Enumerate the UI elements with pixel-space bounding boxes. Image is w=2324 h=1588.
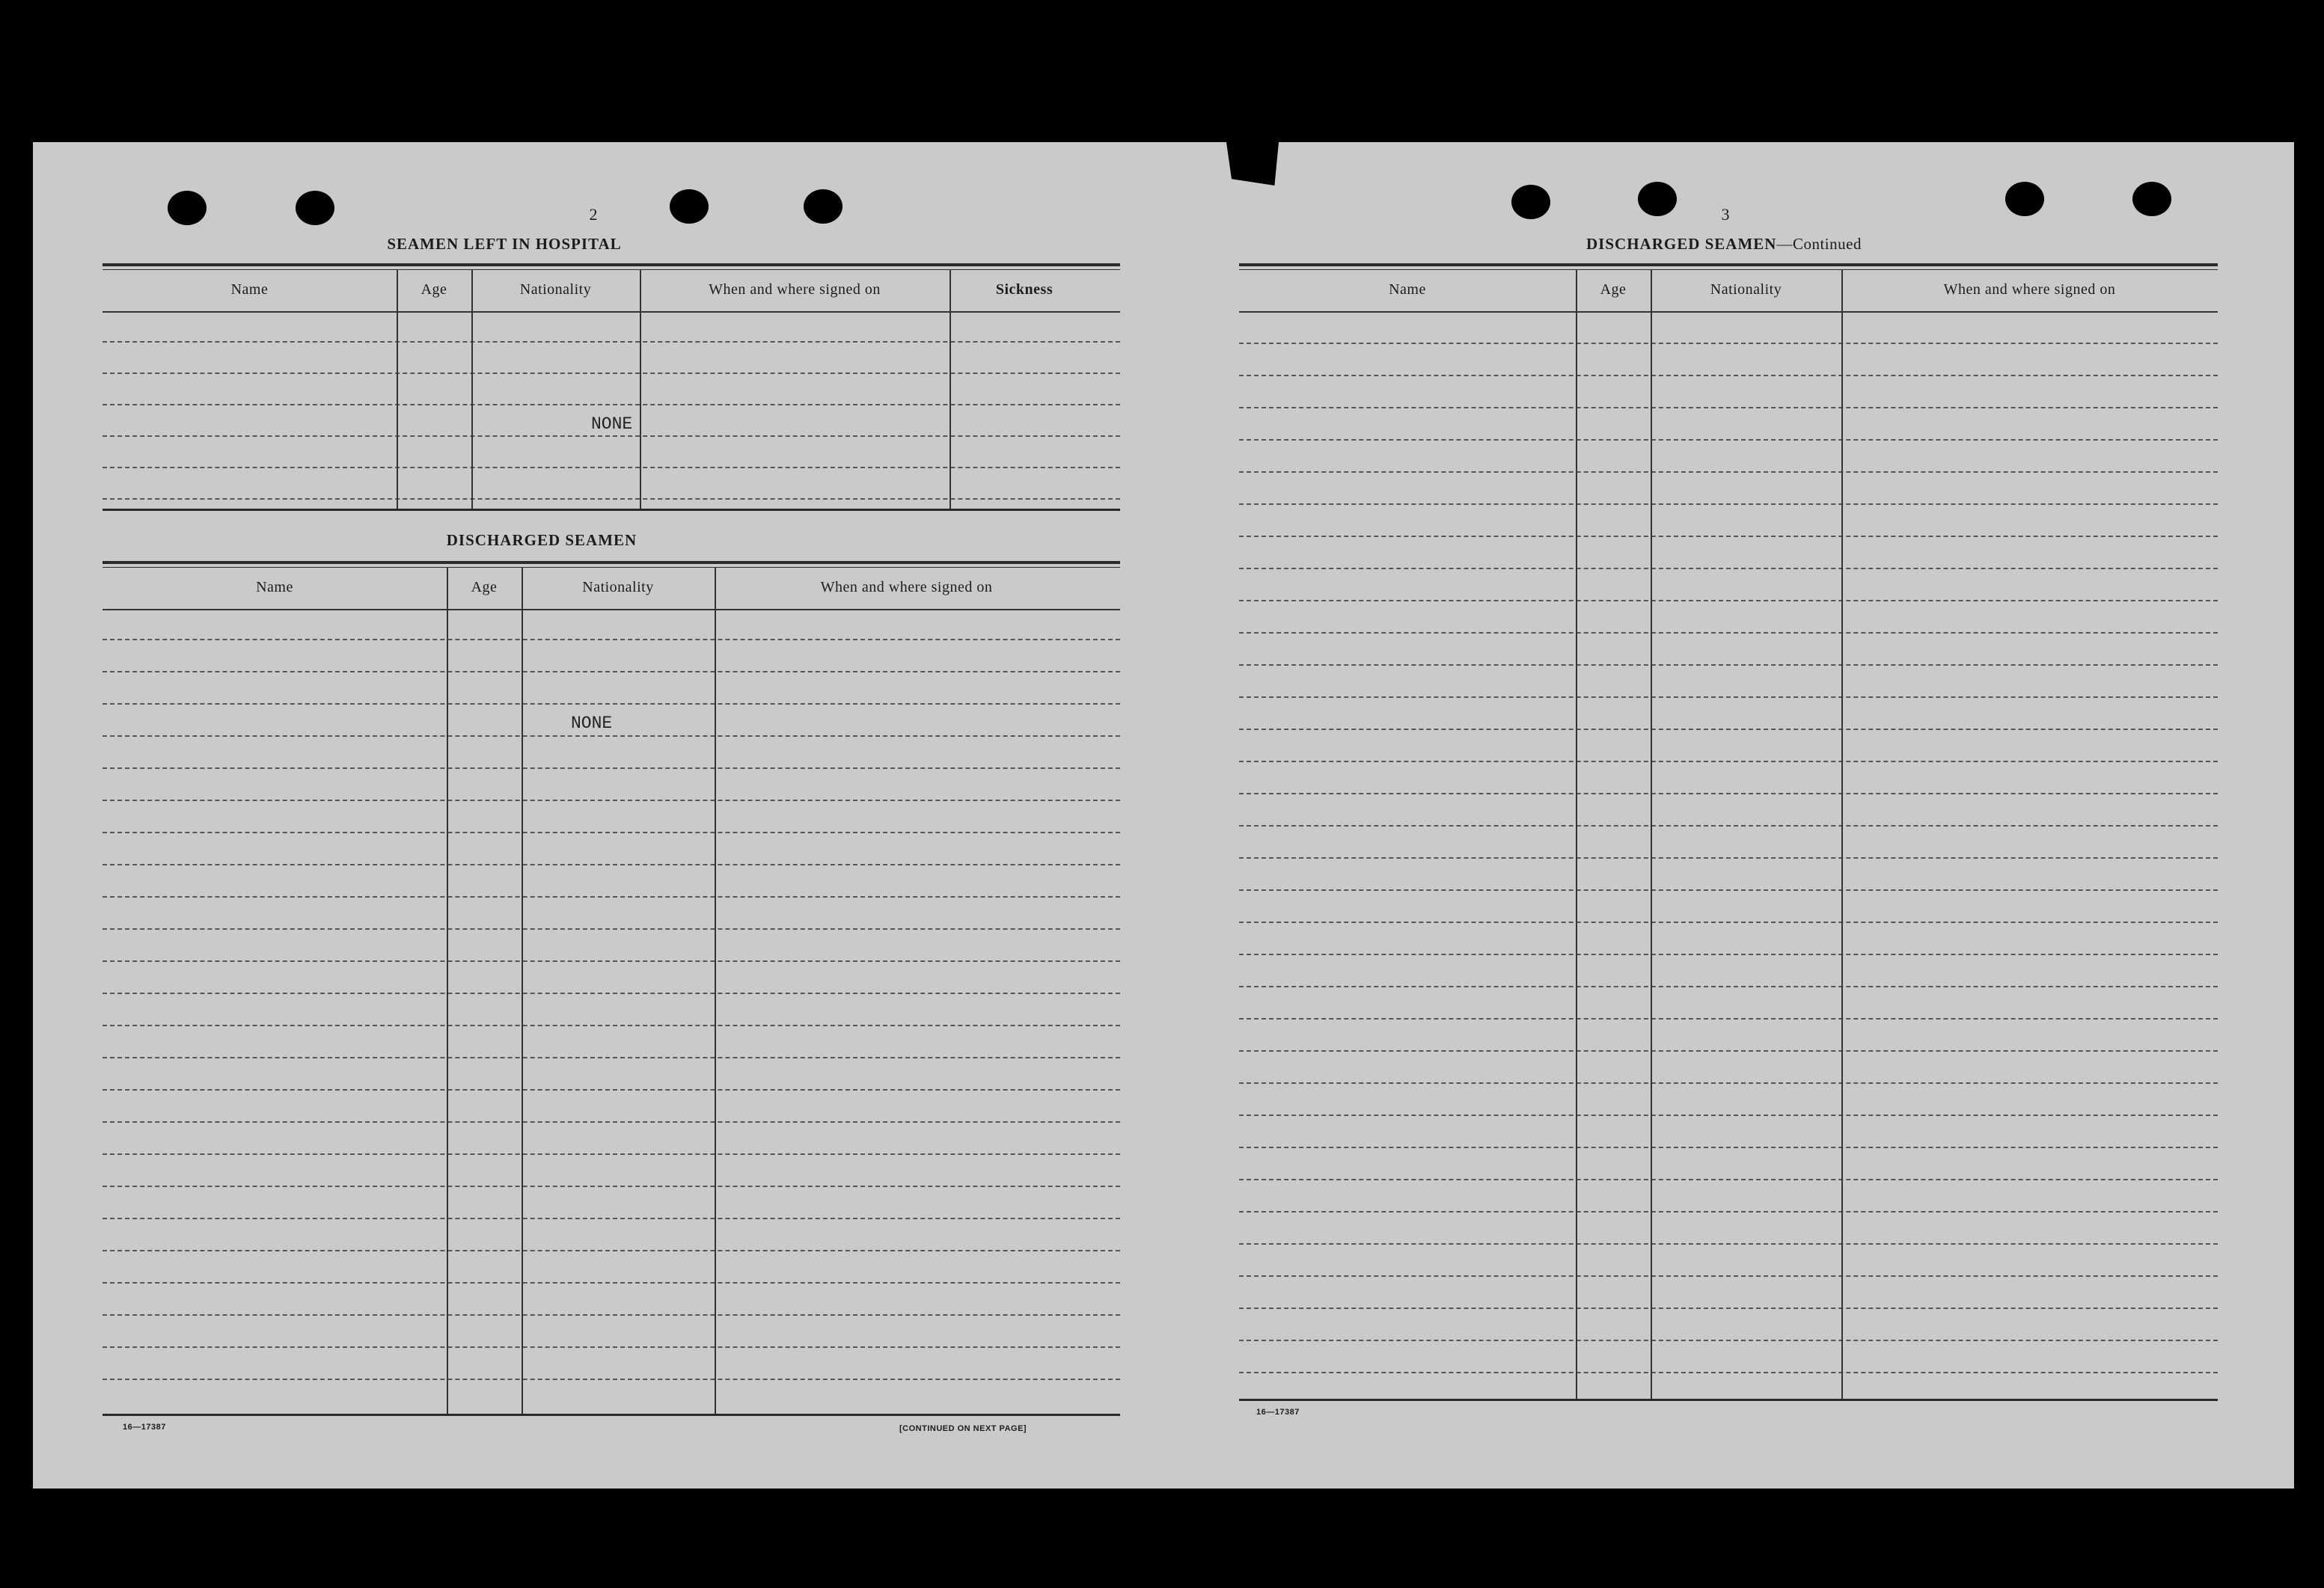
section-title-hospital: SEAMEN LEFT IN HOSPITAL xyxy=(387,235,622,253)
table-row xyxy=(103,1153,1120,1155)
table-row xyxy=(103,1025,1120,1026)
table-row xyxy=(103,1282,1120,1284)
binder-hole xyxy=(1638,182,1677,216)
table-bottom-rule xyxy=(1239,1399,2218,1401)
table-row xyxy=(1239,1372,2218,1373)
table-row xyxy=(1239,600,2218,601)
page-number: 3 xyxy=(1721,205,1730,224)
typed-entry: NONE xyxy=(571,714,613,733)
table-row xyxy=(1239,1211,2218,1213)
table-row xyxy=(103,1314,1120,1316)
table-row xyxy=(103,341,1120,343)
column-header-nationality: Nationality xyxy=(582,579,654,595)
table-row xyxy=(1239,1115,2218,1116)
table-row xyxy=(1239,857,2218,859)
table-header xyxy=(103,266,1120,313)
column-header-signed-on: When and where signed on xyxy=(1943,281,2116,298)
table-bottom-rule xyxy=(103,509,1120,511)
table-row xyxy=(1239,503,2218,505)
table-row xyxy=(1239,664,2218,666)
page-number: 2 xyxy=(589,205,598,224)
table-row xyxy=(1239,1082,2218,1084)
table-row xyxy=(1239,632,2218,634)
section-title-suffix: —Continued xyxy=(1776,235,1862,253)
binder-hole xyxy=(2132,182,2171,216)
binder-hole xyxy=(1511,185,1550,219)
binder-hole xyxy=(804,189,843,224)
table-row xyxy=(1239,954,2218,955)
table-row xyxy=(103,1379,1120,1380)
continued-note: [CONTINUED ON NEXT PAGE] xyxy=(899,1424,1027,1433)
column-header-age: Age xyxy=(1600,281,1627,298)
binder-hole xyxy=(168,191,207,225)
table-row xyxy=(103,864,1120,865)
table-row xyxy=(1239,439,2218,441)
table-row xyxy=(1239,536,2218,537)
table-row xyxy=(1239,696,2218,698)
table-row xyxy=(1239,729,2218,730)
table-row xyxy=(103,832,1120,833)
table-row xyxy=(103,498,1120,500)
binder-hole xyxy=(670,189,709,224)
section-title-text: DISCHARGED SEAMEN xyxy=(1586,235,1777,253)
hospital-table xyxy=(103,263,1120,513)
section-title-discharged: DISCHARGED SEAMEN xyxy=(446,531,637,549)
table-row xyxy=(1239,825,2218,827)
table-row xyxy=(103,404,1120,405)
column-header-name: Name xyxy=(230,281,269,298)
table-row xyxy=(103,993,1120,994)
table-row xyxy=(103,767,1120,769)
column-header-sickness: Sickness xyxy=(995,281,1054,298)
table-row xyxy=(103,1121,1120,1123)
table-row xyxy=(103,1346,1120,1348)
column-divider xyxy=(447,567,448,1415)
column-divider xyxy=(397,269,398,510)
form-number: 16—17387 xyxy=(123,1423,166,1432)
torn-notch xyxy=(1226,142,1279,186)
table-row xyxy=(1239,922,2218,923)
table-header xyxy=(1239,266,2218,313)
table-row xyxy=(1239,761,2218,762)
discharged-table-continued xyxy=(1239,263,2218,1403)
table-row xyxy=(1239,1275,2218,1277)
form-number: 16—17387 xyxy=(1256,1408,1300,1417)
column-header-nationality: Nationality xyxy=(519,281,592,298)
table-row xyxy=(1239,1179,2218,1180)
table-row xyxy=(103,800,1120,801)
table-row xyxy=(1239,1147,2218,1148)
section-title-discharged-continued xyxy=(1514,235,1933,254)
ledger-sheet xyxy=(33,142,2294,1489)
table-row xyxy=(103,1218,1120,1219)
column-header-nationality: Nationality xyxy=(1710,281,1782,298)
table-header xyxy=(103,564,1120,610)
column-divider xyxy=(522,567,523,1415)
column-divider xyxy=(950,269,951,510)
table-row xyxy=(1239,407,2218,408)
table-row xyxy=(1239,889,2218,891)
table-row xyxy=(1239,1050,2218,1052)
table-row xyxy=(1239,1340,2218,1341)
table-row xyxy=(103,639,1120,640)
table-row xyxy=(103,1250,1120,1251)
table-row xyxy=(103,671,1120,672)
table-row xyxy=(103,1089,1120,1091)
binder-hole xyxy=(2005,182,2044,216)
table-row xyxy=(1239,343,2218,344)
table-row xyxy=(103,1186,1120,1187)
column-header-name: Name xyxy=(1389,281,1426,298)
column-divider xyxy=(1651,269,1652,1400)
table-row xyxy=(103,735,1120,737)
column-header-age: Age xyxy=(421,281,447,298)
column-divider xyxy=(1576,269,1577,1400)
table-row xyxy=(1239,1243,2218,1245)
column-header-signed-on: When and where signed on xyxy=(709,281,881,298)
table-row xyxy=(1239,793,2218,794)
column-divider xyxy=(715,567,716,1415)
table-row xyxy=(103,467,1120,468)
table-row xyxy=(1239,471,2218,473)
table-row xyxy=(103,896,1120,898)
column-header-age: Age xyxy=(471,579,498,595)
column-divider xyxy=(471,269,473,510)
binder-hole xyxy=(296,191,334,225)
table-row xyxy=(103,1057,1120,1058)
column-divider xyxy=(1841,269,1843,1400)
table-row xyxy=(103,960,1120,962)
typed-entry: NONE xyxy=(591,414,633,434)
table-row xyxy=(1239,375,2218,376)
table-row xyxy=(1239,986,2218,987)
table-row xyxy=(103,703,1120,705)
table-row xyxy=(1239,568,2218,569)
table-row xyxy=(103,435,1120,437)
discharged-table xyxy=(103,561,1120,1418)
table-row xyxy=(103,373,1120,374)
table-bottom-rule xyxy=(103,1414,1120,1416)
column-divider xyxy=(640,269,641,510)
column-header-signed-on: When and where signed on xyxy=(820,579,993,595)
table-row xyxy=(1239,1018,2218,1020)
column-header-name: Name xyxy=(256,579,293,595)
table-row xyxy=(103,928,1120,930)
table-row xyxy=(1239,1308,2218,1309)
